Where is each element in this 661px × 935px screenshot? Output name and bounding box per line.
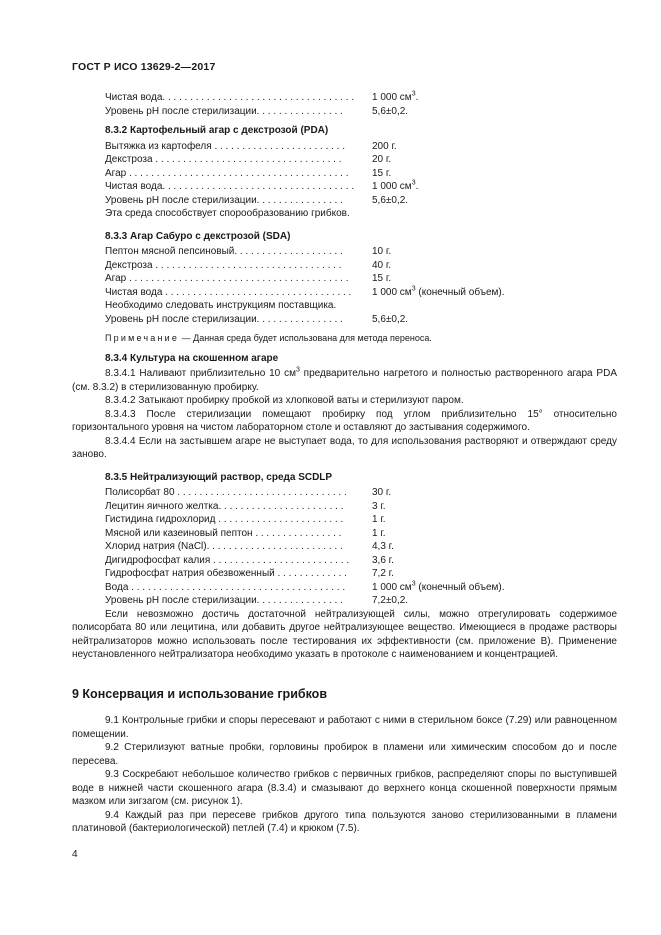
ingredient-name: Гидрофосфат натрия обезвоженный . . . . . . . . . . . . . — [105, 568, 347, 579]
ingredient-value: 3,6 г. — [372, 554, 394, 566]
recipe-row — [72, 194, 617, 208]
ingredient-name: Гистидина гидрохлорид . . . . . . . . . . . . . . . . . . . . . . . — [105, 514, 344, 525]
recipe-row — [72, 567, 617, 581]
ingredient-name: Вода . . . . . . . . . . . . . . . . . . . . . . . . . . . . . . . . . . . . . . . — [105, 581, 346, 593]
ingredient-value: 15 г. — [372, 273, 392, 284]
recipe-row — [72, 259, 617, 273]
recipe-row — [72, 105, 617, 119]
ingredient-value: 20 г. — [372, 154, 392, 165]
paragraph-8-3-4-3: 8.3.4.3 После стерилизации помещают пробирку под углом приблизительно 15° относительно горизонтального уровня на чистом лабораторном столе и оставляют до застывания содержимого. — [72, 408, 617, 433]
ingredient-value: 1 000 $см^3$ (конечный объем). — [372, 580, 505, 593]
neutralizer-paragraph: Если невозможно достичь достаточной нейтрализующей силы, можно отрегулировать содержимое полисорбата 80 или лецитина, или добавить другое нейтрализующее вещество. Имеющиеся в продаже растворы нейтрализаторов можно использовать после тестирования их эффективности (см. приложение В). Применение неустановленного нейтрализатора необходимо указать в протоколе с наименованием и концентрацией. — [72, 608, 617, 660]
ingredient-name: Пептон мясной пепсиновый. . . . . . . . . . . . . . . . . . . . — [105, 246, 343, 257]
section-heading-8-3-3: 8.3.3 Агар Сабуро с декстрозой (SDA) — [105, 230, 291, 242]
ingredient-value: 1 г. — [372, 514, 386, 525]
section-heading-8-3-2: 8.3.2 Картофельный агар с декстрозой (PDA) — [105, 125, 329, 136]
paragraph-9-4: 9.4 Каждый раз при пересеве грибков другого типа пользуются заново стерилизованными в пламени платиновой (бактериологической) петлей (7.4) и крюком (7.5). — [72, 809, 617, 834]
recipe-row — [72, 140, 617, 154]
pda-note: Эта среда способствует спорообразованию грибков. — [105, 208, 350, 219]
ingredient-name: Дигидрофосфат калия . . . . . . . . . . . . . . . . . . . . . . . . . — [105, 554, 350, 566]
paragraph-8-3-4-4: 8.3.4.4 Если на застывшем агаре не выступает вода, то для использования растворяют и отверждают среду заново. — [72, 435, 617, 460]
note-text: — Данная среда будет использована для метода переноса. — [179, 333, 432, 343]
recipe-row — [72, 153, 617, 167]
ingredient-value: 5,6±0,2. — [372, 194, 409, 206]
paragraph-8-3-4-2: 8.3.4.2 Затыкают пробирку пробкой из хлопковой ваты и стерилизуют паром. — [105, 395, 464, 406]
ingredient-name: Декстроза . . . . . . . . . . . . . . . . . . . . . . . . . . . . . . . . . . — [105, 154, 342, 165]
ingredient-value: 3 г. — [372, 500, 386, 512]
recipe-row — [72, 513, 617, 527]
ingredient-name: Декстроза . . . . . . . . . . . . . . . . . . . . . . . . . . . . . . . . . . — [105, 259, 342, 271]
page-number: 4 — [72, 849, 78, 860]
ingredient-name: Чистая вода. . . . . . . . . . . . . . . . . . . . . . . . . . . . . . . . . . . — [105, 92, 355, 103]
recipe-row — [72, 581, 617, 595]
ingredient-value: 1 000 $см^3$ (конечный объем). — [372, 285, 505, 298]
ingredient-value: 30 г. — [372, 487, 392, 498]
ingredient-value: 1 г. — [372, 527, 386, 539]
ingredient-value: 1 000 $см^3$. — [372, 90, 419, 103]
water-ph-block — [72, 91, 617, 118]
sda-recipe — [72, 245, 617, 346]
section-heading-9: 9 Консервация и использование грибков — [72, 686, 328, 701]
scdlp-recipe — [72, 486, 617, 662]
ingredient-value: 7,2±0,2. — [372, 595, 409, 606]
recipe-row — [72, 594, 617, 608]
ingredient-name: Уровень рН после стерилизации. . . . . . . . . . . . . . . . — [105, 595, 343, 606]
ingredient-value: 200 г. — [372, 140, 397, 152]
ingredient-value: 7,2 г. — [372, 568, 394, 579]
recipe-row — [72, 486, 617, 500]
ingredient-name: Агар . . . . . . . . . . . . . . . . . . . . . . . . . . . . . . . . . . . . . . . . — [105, 167, 349, 179]
recipe-row — [72, 245, 617, 259]
document-header: ГОСТ Р ИСО 13629-2—2017 — [72, 61, 216, 73]
sda-remark — [72, 332, 617, 346]
recipe-row — [72, 527, 617, 541]
recipe-row — [72, 286, 617, 300]
recipe-row — [72, 500, 617, 514]
recipe-row — [72, 91, 617, 105]
recipe-row — [72, 554, 617, 568]
slant-culture-section — [72, 367, 617, 462]
paragraph-9-2: 9.2 Стерилизуют ватные пробки, горловины пробирок в пламени или химическим способом до и после пересева. — [72, 742, 617, 767]
ingredient-value: 4,3 г. — [372, 541, 394, 552]
ingredient-name: Агар . . . . . . . . . . . . . . . . . . . . . . . . . . . . . . . . . . . . . . . . — [105, 273, 349, 284]
ingredient-name: Хлорид натрия (NaCl). . . . . . . . . . . . . . . . . . . . . . . . . — [105, 541, 343, 552]
ingredient-name: Полисорбат 80 . . . . . . . . . . . . . . . . . . . . . . . . . . . . . . . — [105, 487, 347, 498]
recipe-row — [72, 272, 617, 286]
ingredient-value: 15 г. — [372, 167, 392, 179]
ingredient-value: 10 г. — [372, 246, 392, 257]
page-content — [72, 91, 617, 836]
ingredient-name: Мясной или казеиновый пептон . . . . . . . . . . . . . . . . — [105, 527, 342, 539]
ingredient-value: 1 000 $см^3$. — [372, 179, 419, 192]
ingredient-value: 5,6±0,2. — [372, 105, 409, 117]
ingredient-name: Уровень рН после стерилизации. . . . . . . . . . . . . . . . — [105, 313, 343, 325]
ingredient-name: Вытяжка из картофеля . . . . . . . . . . . . . . . . . . . . . . . . — [105, 140, 346, 152]
recipe-row — [72, 180, 617, 194]
pda-recipe — [72, 140, 617, 221]
sda-instruction: Необходимо следовать инструкциям поставщика. — [105, 300, 337, 311]
ingredient-value: 40 г. — [372, 259, 392, 271]
ingredient-value: 5,6±0,2. — [372, 313, 409, 325]
section-9-body — [72, 714, 617, 836]
ingredient-name: Уровень рН после стерилизации. . . . . . . . . . . . . . . . — [105, 105, 343, 117]
ingredient-name: Уровень рН после стерилизации. . . . . . . . . . . . . . . . — [105, 194, 343, 206]
note-label: Примечание — [105, 333, 180, 343]
recipe-row — [72, 540, 617, 554]
ingredient-name: Лецитин яичного желтка. . . . . . . . . . . . . . . . . . . . . . . — [105, 500, 344, 512]
paragraph-9-3: 9.3 Соскребают небольшое количество грибков с первичных грибков, распределяют споры по выступившей воде в нижней части скошенного агара (8.3.4) и смазывают до верхнего конца скошенной поверхности прямым мазком или зигзагом (см. рисунок 1). — [72, 769, 617, 807]
ingredient-name: Чистая вода. . . . . . . . . . . . . . . . . . . . . . . . . . . . . . . . . . . — [105, 181, 355, 192]
recipe-row — [72, 167, 617, 181]
ingredient-name: Чистая вода . . . . . . . . . . . . . . . . . . . . . . . . . . . . . . . . . . — [105, 286, 352, 298]
paragraph-9-1: 9.1 Контрольные грибки и споры пересевают и работают с ними в стерильном боксе (7.29) или равноценном помещении. — [72, 715, 617, 740]
paragraph-8-3-4-1: 8.3.4.1 Наливают приблизительно 10 $см^3$ предварительно нагретого и полностью растворенного агара PDA (см. 8.3.2) в стерилизованную пробирку. — [72, 366, 617, 393]
section-heading-8-3-5: 8.3.5 Нейтрализующий раствор, среда SCDLP — [105, 471, 333, 483]
section-heading-8-3-4: 8.3.4 Культура на скошенном агаре — [105, 352, 279, 364]
recipe-row — [72, 313, 617, 327]
